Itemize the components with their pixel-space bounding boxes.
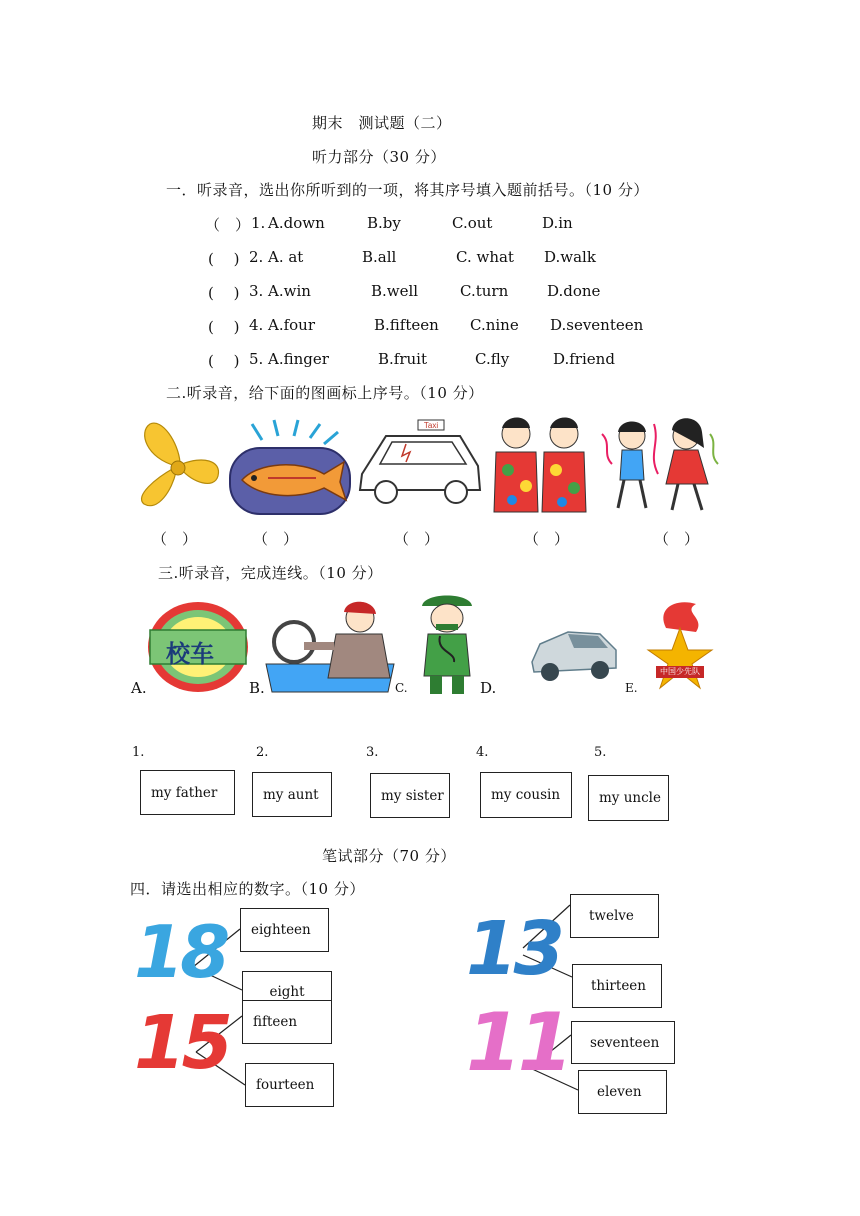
option-d: D.done xyxy=(547,282,601,300)
match-number: 2. xyxy=(256,745,269,760)
option-c: C.turn xyxy=(460,282,509,300)
option-d: D.walk xyxy=(544,248,596,266)
option-d: D.seventeen xyxy=(550,316,644,334)
section3-heading: 三.听录音，完成连线。（10 分） xyxy=(158,564,383,582)
option-b: B.well xyxy=(371,282,419,300)
page-title: 期末 测试题（二） xyxy=(312,114,452,132)
picture-bracket[interactable]: （ ） xyxy=(654,530,700,548)
option-c: C. what xyxy=(456,248,514,266)
match-box-aunt[interactable]: my aunt xyxy=(252,772,332,817)
option-c: C.nine xyxy=(470,316,519,334)
match-number: 3. xyxy=(366,745,379,760)
option-a: A.win xyxy=(268,282,311,300)
question-number: 3. xyxy=(249,282,264,300)
option-d: D.in xyxy=(542,214,573,232)
match-box-cousin[interactable]: my cousin xyxy=(480,772,572,818)
answer-bracket[interactable]: ( ) xyxy=(208,250,240,268)
question-number: 1. xyxy=(251,214,266,232)
written-title: 笔试部分（70 分） xyxy=(322,847,456,865)
option-c: C.fly xyxy=(475,350,510,368)
picture-bracket[interactable]: （ ） xyxy=(524,530,570,548)
option-label-d: D. xyxy=(480,679,497,697)
match-box-sister[interactable]: my sister xyxy=(370,773,450,818)
option-b: B.fruit xyxy=(378,350,427,368)
question-number: 5. xyxy=(249,350,264,368)
word-box-thirteen[interactable]: thirteen xyxy=(572,964,662,1008)
match-box-uncle[interactable]: my uncle xyxy=(588,775,669,821)
option-c: C.out xyxy=(452,214,493,232)
word-box-eight[interactable]: eight xyxy=(242,971,332,1001)
word-box-eleven[interactable]: eleven xyxy=(578,1070,667,1114)
answer-bracket[interactable]: ( ) xyxy=(208,352,240,370)
option-label-a: A. xyxy=(131,679,147,697)
answer-bracket[interactable]: （ ） xyxy=(205,216,251,234)
school-bus-label: 校车 xyxy=(166,640,214,668)
picture-bracket[interactable]: （ ） xyxy=(152,530,198,548)
answer-bracket[interactable]: ( ) xyxy=(208,284,240,302)
taxi-sign: Taxi xyxy=(423,421,439,430)
numeral-13: 13 xyxy=(466,906,561,992)
word-box-twelve[interactable]: twelve xyxy=(570,894,659,938)
question-number: 2. xyxy=(249,248,264,266)
match-number: 5. xyxy=(594,745,607,760)
badge-text: 中国少先队 xyxy=(660,667,700,676)
option-a: A.down xyxy=(268,214,325,232)
section4-heading: 四．请选出相应的数字。（10 分） xyxy=(130,880,365,898)
numeral-11: 11 xyxy=(466,996,570,1089)
question-number: 4. xyxy=(249,316,264,334)
match-number: 1. xyxy=(132,745,145,760)
section2-heading: 二.听录音，给下面的图画标上序号。（10 分） xyxy=(166,384,484,402)
option-d: D.friend xyxy=(553,350,615,368)
option-label-e: E. xyxy=(625,681,638,695)
picture-bracket[interactable]: （ ） xyxy=(394,530,440,548)
answer-bracket[interactable]: ( ) xyxy=(208,318,240,336)
match-number: 4. xyxy=(476,745,489,760)
option-label-c: C. xyxy=(395,681,408,695)
option-b: B.all xyxy=(362,248,397,266)
match-box-father[interactable]: my father xyxy=(140,770,235,815)
listening-title: 听力部分（30 分） xyxy=(312,148,446,166)
option-b: B.by xyxy=(367,214,401,232)
numeral-18: 18 xyxy=(134,910,227,994)
word-box-fifteen[interactable]: fifteen xyxy=(242,1000,332,1044)
word-box-eighteen[interactable]: eighteen xyxy=(240,908,329,952)
option-a: A.four xyxy=(268,316,316,334)
option-a: A. at xyxy=(268,248,304,266)
option-b: B.fifteen xyxy=(374,316,439,334)
option-label-b: B. xyxy=(249,679,265,697)
section1-heading: 一．听录音，选出你所听到的一项，将其序号填入题前括号。（10 分） xyxy=(166,181,649,199)
numeral-15: 15 xyxy=(134,1000,229,1086)
word-box-fourteen[interactable]: fourteen xyxy=(245,1063,334,1107)
option-a: A.finger xyxy=(268,350,329,368)
picture-bracket[interactable]: （ ） xyxy=(253,530,299,548)
word-box-seventeen[interactable]: seventeen xyxy=(571,1021,675,1064)
